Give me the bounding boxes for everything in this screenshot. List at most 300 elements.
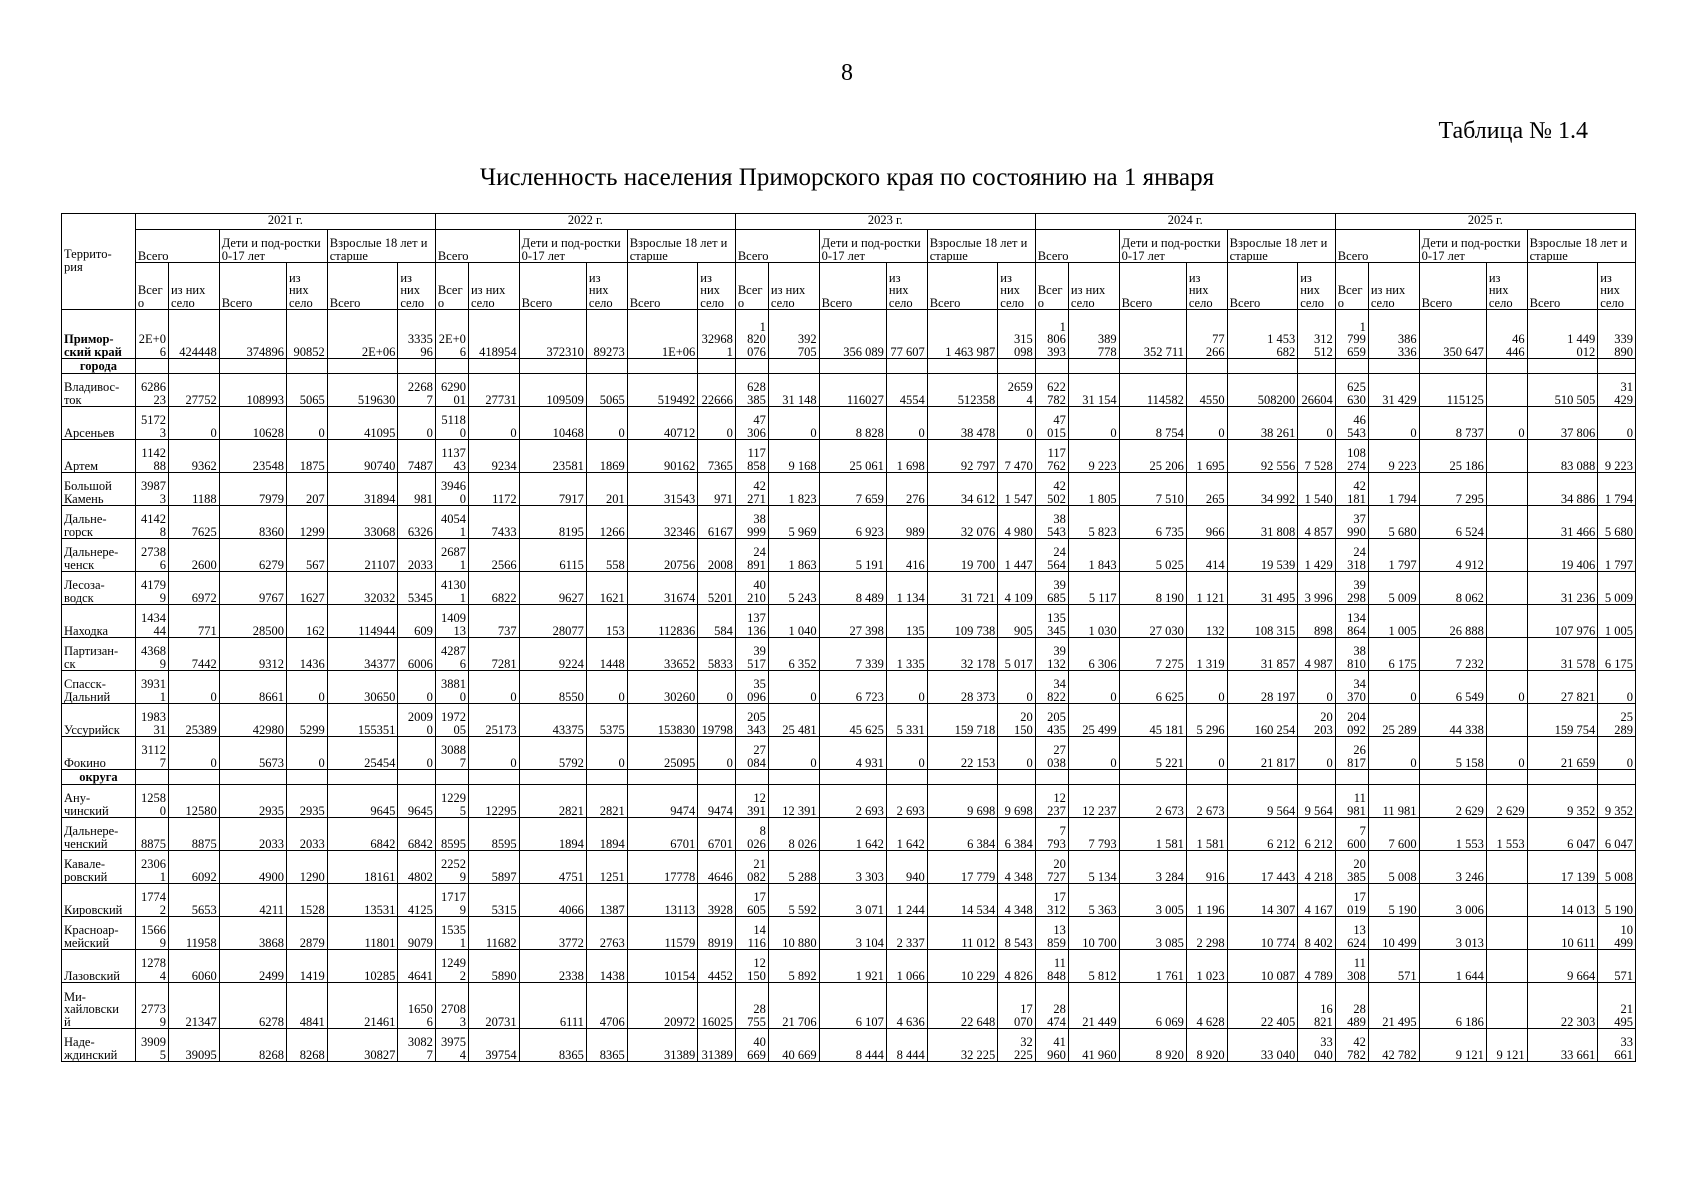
- table-cell: 9 223: [1598, 440, 1636, 473]
- table-cell: 14 534: [927, 884, 998, 917]
- table-cell: 89273: [586, 310, 627, 359]
- territory-name: Красноар- мейский: [62, 917, 136, 950]
- table-cell: 8919: [698, 917, 736, 950]
- table-cell: 4 789: [1298, 950, 1336, 983]
- table-cell: 0: [398, 671, 436, 704]
- table-cell: 17 019: [1335, 884, 1368, 917]
- table-cell: 1 695: [1186, 440, 1227, 473]
- table-row: [62, 851, 1636, 884]
- table-cell: 6822: [468, 572, 519, 605]
- table-cell: 5 331: [886, 704, 927, 737]
- table-cell: 5 680: [1368, 506, 1419, 539]
- table-cell: 7625: [168, 506, 219, 539]
- table-cell: 1188: [168, 473, 219, 506]
- table-cell: [927, 359, 998, 374]
- table-cell: 77 266: [1186, 310, 1227, 359]
- table-cell: 20972: [627, 983, 698, 1029]
- sub-total-header: Всег о: [735, 263, 768, 310]
- table-cell: 8195: [519, 506, 586, 539]
- table-cell: 5897: [468, 851, 519, 884]
- table-cell: [1486, 983, 1527, 1029]
- table-cell: 2338: [519, 950, 586, 983]
- table-row: [62, 950, 1636, 983]
- table-cell: 1 644: [1419, 950, 1486, 983]
- sub-adults-total-header: Всего: [927, 263, 998, 310]
- table-cell: 1 553: [1486, 818, 1527, 851]
- table-cell: 13113: [627, 884, 698, 917]
- table-cell: 1627: [286, 572, 327, 605]
- table-cell: 42 181: [1335, 473, 1368, 506]
- table-cell: 0: [998, 737, 1036, 770]
- table-cell: 8 489: [819, 572, 886, 605]
- table-cell: 510 505: [1527, 374, 1598, 407]
- table-cell: 27 038: [1035, 737, 1068, 770]
- table-cell: 18161: [327, 851, 398, 884]
- table-cell: 8875: [168, 818, 219, 851]
- table-cell: 32032: [327, 572, 398, 605]
- table-cell: 5 680: [1598, 506, 1636, 539]
- table-cell: [168, 359, 219, 374]
- table-cell: 108 274: [1335, 440, 1368, 473]
- table-cell: 90740: [327, 440, 398, 473]
- table-row: [62, 671, 1636, 704]
- table-cell: 6842: [327, 818, 398, 851]
- table-cell: 3 005: [1119, 884, 1186, 917]
- table-cell: 3 303: [819, 851, 886, 884]
- table-cell: 0: [1368, 737, 1419, 770]
- table-cell: 8 828: [819, 407, 886, 440]
- table-cell: 6279: [219, 539, 286, 572]
- table-cell: 5 191: [819, 539, 886, 572]
- table-cell: 5890: [468, 950, 519, 983]
- table-cell: 9645: [327, 785, 398, 818]
- table-cell: 3 246: [1419, 851, 1486, 884]
- table-cell: 6060: [168, 950, 219, 983]
- table-cell: 7 275: [1119, 638, 1186, 671]
- table-cell: 1290: [286, 851, 327, 884]
- table-cell: 4550: [1186, 374, 1227, 407]
- territory-name: Ану- чинский: [62, 785, 136, 818]
- table-cell: 8 920: [1119, 1029, 1186, 1062]
- table-cell: [1486, 851, 1527, 884]
- table-cell: 159 754: [1527, 704, 1598, 737]
- table-cell: 4066: [519, 884, 586, 917]
- table-cell: 1717 9: [435, 884, 468, 917]
- table-cell: [1486, 440, 1527, 473]
- table-cell: 21 706: [768, 983, 819, 1029]
- table-cell: 7 600: [1335, 818, 1368, 851]
- table-cell: 132: [1186, 605, 1227, 638]
- table-cell: 386 336: [1368, 310, 1419, 359]
- table-cell: 8875: [135, 818, 168, 851]
- table-cell: [435, 359, 468, 374]
- table-cell: 23548: [219, 440, 286, 473]
- table-cell: [586, 359, 627, 374]
- sub-children-total-header: Всего: [1119, 263, 1186, 310]
- table-cell: [819, 359, 886, 374]
- table-cell: 19 539: [1227, 539, 1298, 572]
- group-children-header: Дети и под-ростки 0-17 лет: [1119, 230, 1227, 263]
- group-total-header: Всего: [135, 230, 219, 263]
- table-cell: 1 040: [768, 605, 819, 638]
- table-cell: [1598, 770, 1636, 785]
- table-cell: [168, 770, 219, 785]
- territory-header: Террито- рия: [62, 214, 136, 310]
- table-cell: 512358: [927, 374, 998, 407]
- table-cell: [1119, 359, 1186, 374]
- table-cell: 389 778: [1068, 310, 1119, 359]
- table-cell: 12 391: [768, 785, 819, 818]
- table-cell: 21347: [168, 983, 219, 1029]
- table-cell: 5 296: [1186, 704, 1227, 737]
- table-cell: 17 443: [1227, 851, 1298, 884]
- table-cell: 1 547: [998, 473, 1036, 506]
- table-cell: 4 857: [1298, 506, 1336, 539]
- table-cell: 1 335: [886, 638, 927, 671]
- table-cell: 6 524: [1419, 506, 1486, 539]
- table-cell: 41095: [327, 407, 398, 440]
- table-cell: 1E+06: [627, 310, 698, 359]
- table-cell: 6 352: [768, 638, 819, 671]
- sub-adults-rural-header: из них село: [1598, 263, 1636, 310]
- table-cell: 1535 1: [435, 917, 468, 950]
- table-cell: 8365: [519, 1029, 586, 1062]
- table-cell: 25 481: [768, 704, 819, 737]
- table-cell: 38 810: [1335, 638, 1368, 671]
- table-cell: [627, 359, 698, 374]
- table-cell: 28 755: [735, 983, 768, 1029]
- table-cell: [1035, 770, 1068, 785]
- table-cell: 31 721: [927, 572, 998, 605]
- table-cell: 10 499: [1598, 917, 1636, 950]
- table-cell: 6 212: [1227, 818, 1298, 851]
- table-cell: 25389: [168, 704, 219, 737]
- table-cell: 32968 1: [698, 310, 736, 359]
- table-cell: 571: [1598, 950, 1636, 983]
- table-cell: 9 121: [1486, 1029, 1527, 1062]
- table-cell: 6 723: [819, 671, 886, 704]
- page-number: 8: [841, 60, 853, 86]
- table-cell: [735, 770, 768, 785]
- table-cell: 4 348: [998, 851, 1036, 884]
- table-cell: 14 013: [1527, 884, 1598, 917]
- table-cell: 12 237: [1035, 785, 1068, 818]
- table-cell: 12580: [168, 785, 219, 818]
- table-row: [62, 737, 1636, 770]
- table-cell: 22 405: [1227, 983, 1298, 1029]
- table-cell: 5065: [586, 374, 627, 407]
- table-cell: 0: [1186, 737, 1227, 770]
- table-cell: 24 891: [735, 539, 768, 572]
- table-cell: 114944: [327, 605, 398, 638]
- table-cell: 508200: [1227, 374, 1298, 407]
- sub-children-total-header: Всего: [819, 263, 886, 310]
- table-cell: 3 071: [819, 884, 886, 917]
- table-cell: 9645: [398, 785, 436, 818]
- table-cell: 372310: [519, 310, 586, 359]
- sub-children-total-header: Всего: [1419, 263, 1486, 310]
- table-cell: 9627: [519, 572, 586, 605]
- table-cell: 9 168: [768, 440, 819, 473]
- table-cell: 42980: [219, 704, 286, 737]
- table-cell: 135: [886, 605, 927, 638]
- table-cell: 1621: [586, 572, 627, 605]
- table-cell: 1 806 393: [1035, 310, 1068, 359]
- table-cell: 0: [168, 737, 219, 770]
- table-row: [62, 572, 1636, 605]
- table-cell: 6842: [398, 818, 436, 851]
- table-cell: 6 107: [819, 983, 886, 1029]
- table-cell: 25 289: [1368, 704, 1419, 737]
- table-cell: 11 981: [1335, 785, 1368, 818]
- table-cell: 0: [1298, 671, 1336, 704]
- table-cell: 4 987: [1298, 638, 1336, 671]
- table-cell: 28 474: [1035, 983, 1068, 1029]
- table-cell: 14 307: [1227, 884, 1298, 917]
- table-cell: 9224: [519, 638, 586, 671]
- table-cell: 3082 7: [398, 1029, 436, 1062]
- table-cell: 8 920: [1186, 1029, 1227, 1062]
- group-children-header: Дети и под-ростки 0-17 лет: [519, 230, 627, 263]
- table-cell: 160 254: [1227, 704, 1298, 737]
- table-cell: 32 225: [998, 1029, 1036, 1062]
- territory-name: Уссурийск: [62, 704, 136, 737]
- table-cell: 41 960: [1035, 1029, 1068, 1062]
- table-cell: 0: [286, 407, 327, 440]
- table-cell: 4751: [519, 851, 586, 884]
- table-cell: [1119, 770, 1186, 785]
- table-cell: 6 175: [1598, 638, 1636, 671]
- table-cell: 6111: [519, 983, 586, 1029]
- table-cell: 32 076: [927, 506, 998, 539]
- table-cell: 25 186: [1419, 440, 1486, 473]
- table-cell: 116027: [819, 374, 886, 407]
- table-cell: 6 186: [1419, 983, 1486, 1029]
- table-cell: 17 605: [735, 884, 768, 917]
- table-cell: 622 782: [1035, 374, 1068, 407]
- table-cell: 1 805: [1068, 473, 1119, 506]
- table-cell: 4900: [219, 851, 286, 884]
- table-cell: 1 799 659: [1335, 310, 1368, 359]
- table-cell: 1650 6: [398, 983, 436, 1029]
- territory-name: Лазовский: [62, 950, 136, 983]
- table-cell: 1869: [586, 440, 627, 473]
- table-cell: [1368, 770, 1419, 785]
- table-cell: 2773 9: [135, 983, 168, 1029]
- table-cell: [1486, 374, 1527, 407]
- table-cell: 24 564: [1035, 539, 1068, 572]
- table-cell: 5118 0: [435, 407, 468, 440]
- table-cell: 5 190: [1598, 884, 1636, 917]
- table-row: [62, 884, 1636, 917]
- table-row: [62, 407, 1636, 440]
- table-cell: 0: [768, 671, 819, 704]
- table-cell: 31389: [627, 1029, 698, 1062]
- table-cell: 8 737: [1419, 407, 1486, 440]
- table-cell: 4142 8: [135, 506, 168, 539]
- table-cell: [698, 359, 736, 374]
- table-cell: 21 449: [1068, 983, 1119, 1029]
- group-total-header: Всего: [435, 230, 519, 263]
- table-cell: 25 206: [1119, 440, 1186, 473]
- sub-adults-rural-header: из них село: [698, 263, 736, 310]
- table-cell: 17 139: [1527, 851, 1598, 884]
- table-cell: 5172 3: [135, 407, 168, 440]
- table-cell: 1 642: [819, 818, 886, 851]
- table-cell: 10 774: [1227, 917, 1298, 950]
- table-cell: 3 006: [1419, 884, 1486, 917]
- table-cell: 6167: [698, 506, 736, 539]
- table-cell: 41 960: [1068, 1029, 1119, 1062]
- table-cell: [1035, 359, 1068, 374]
- sub-adults-total-header: Всего: [627, 263, 698, 310]
- table-cell: 5833: [698, 638, 736, 671]
- table-cell: 1 823: [768, 473, 819, 506]
- table-cell: 2252 9: [435, 851, 468, 884]
- table-cell: 8595: [435, 818, 468, 851]
- table-cell: 5 017: [998, 638, 1036, 671]
- table-cell: 1 121: [1186, 572, 1227, 605]
- table-cell: 584: [698, 605, 736, 638]
- table-cell: 5299: [286, 704, 327, 737]
- territory-name: Находка: [62, 605, 136, 638]
- table-cell: 12295: [468, 785, 519, 818]
- table-cell: 0: [886, 407, 927, 440]
- table-cell: 204 092: [1335, 704, 1368, 737]
- table-cell: 0: [468, 671, 519, 704]
- table-cell: 112836: [627, 605, 698, 638]
- table-cell: [468, 770, 519, 785]
- table-cell: 5673: [219, 737, 286, 770]
- table-cell: [219, 770, 286, 785]
- territory-name: Лесоза- водск: [62, 572, 136, 605]
- territory-name: Владивос- ток: [62, 374, 136, 407]
- table-cell: 1229 5: [435, 785, 468, 818]
- table-cell: 6006: [398, 638, 436, 671]
- table-cell: 1 698: [886, 440, 927, 473]
- table-cell: [1486, 770, 1527, 785]
- table-cell: 1 540: [1298, 473, 1336, 506]
- table-cell: 7365: [698, 440, 736, 473]
- table-cell: 7 600: [1368, 818, 1419, 851]
- table-cell: 9 121: [1419, 1029, 1486, 1062]
- table-cell: 7 339: [819, 638, 886, 671]
- table-cell: 27731: [468, 374, 519, 407]
- table-cell: 0: [286, 671, 327, 704]
- table-cell: 31 857: [1227, 638, 1298, 671]
- table-cell: 1 797: [1598, 539, 1636, 572]
- table-cell: 1251: [586, 851, 627, 884]
- table-cell: 92 556: [1227, 440, 1298, 473]
- table-cell: 4841: [286, 983, 327, 1029]
- table-cell: 6286 23: [135, 374, 168, 407]
- table-cell: 3881 0: [435, 671, 468, 704]
- group-adults-header: Взрослые 18 лет и старше: [627, 230, 735, 263]
- table-cell: 19 700: [927, 539, 998, 572]
- table-cell: 5065: [286, 374, 327, 407]
- table-cell: [819, 770, 886, 785]
- table-cell: [1419, 359, 1486, 374]
- table-cell: 2659 4: [998, 374, 1036, 407]
- table-title: Численность населения Приморского края по состоянию на 1 января: [479, 164, 1215, 191]
- table-cell: 33652: [627, 638, 698, 671]
- table-cell: 45 625: [819, 704, 886, 737]
- table-cell: 25 499: [1068, 704, 1119, 737]
- table-cell: 5 221: [1119, 737, 1186, 770]
- table-cell: 40 669: [735, 1029, 768, 1062]
- table-cell: 26 888: [1419, 605, 1486, 638]
- table-cell: 6326: [398, 506, 436, 539]
- table-cell: 30260: [627, 671, 698, 704]
- table-cell: 10 087: [1227, 950, 1298, 983]
- table-cell: [468, 359, 519, 374]
- table-cell: 0: [1368, 407, 1419, 440]
- table-cell: 13531: [327, 884, 398, 917]
- table-cell: [1527, 770, 1598, 785]
- table-cell: 2033: [219, 818, 286, 851]
- table-cell: 31 495: [1227, 572, 1298, 605]
- table-cell: 4054 1: [435, 506, 468, 539]
- table-cell: 1419: [286, 950, 327, 983]
- table-cell: 312 512: [1298, 310, 1336, 359]
- table-cell: [1486, 539, 1527, 572]
- table-cell: 30650: [327, 671, 398, 704]
- table-cell: 27 398: [819, 605, 886, 638]
- table-cell: 0: [1068, 737, 1119, 770]
- table-cell: 39754: [468, 1029, 519, 1062]
- table-cell: 3 104: [819, 917, 886, 950]
- table-cell: 971: [698, 473, 736, 506]
- table-cell: 0: [998, 407, 1036, 440]
- table-cell: 2935: [286, 785, 327, 818]
- table-cell: 1 244: [886, 884, 927, 917]
- table-cell: 2033: [286, 818, 327, 851]
- table-cell: 2763: [586, 917, 627, 950]
- table-cell: 8365: [586, 1029, 627, 1062]
- table-cell: 0: [286, 737, 327, 770]
- sub-rural-header: из них село: [1068, 263, 1119, 310]
- table-cell: 33 040: [1227, 1029, 1298, 1062]
- table-cell: 1566 9: [135, 917, 168, 950]
- table-cell: 21 082: [735, 851, 768, 884]
- table-cell: 10628: [219, 407, 286, 440]
- table-cell: 7433: [468, 506, 519, 539]
- table-cell: 107 976: [1527, 605, 1598, 638]
- table-cell: 26604: [1298, 374, 1336, 407]
- table-cell: 31674: [627, 572, 698, 605]
- table-cell: 14 116: [735, 917, 768, 950]
- table-cell: 5 009: [1368, 572, 1419, 605]
- territory-name: Арсеньев: [62, 407, 136, 440]
- table-cell: 9767: [219, 572, 286, 605]
- table-cell: 32 178: [927, 638, 998, 671]
- table-cell: 7487: [398, 440, 436, 473]
- table-cell: 28 489: [1335, 983, 1368, 1029]
- table-cell: 6701: [698, 818, 736, 851]
- table-cell: 5201: [698, 572, 736, 605]
- table-cell: 38 478: [927, 407, 998, 440]
- table-cell: 205 343: [735, 704, 768, 737]
- table-cell: 6972: [168, 572, 219, 605]
- table-cell: 0: [168, 671, 219, 704]
- table-cell: 414: [1186, 539, 1227, 572]
- table-cell: 33 661: [1598, 1029, 1636, 1062]
- table-cell: 7 793: [1068, 818, 1119, 851]
- table-cell: 2499: [219, 950, 286, 983]
- table-cell: 5 363: [1068, 884, 1119, 917]
- table-cell: 3088 7: [435, 737, 468, 770]
- table-cell: 20756: [627, 539, 698, 572]
